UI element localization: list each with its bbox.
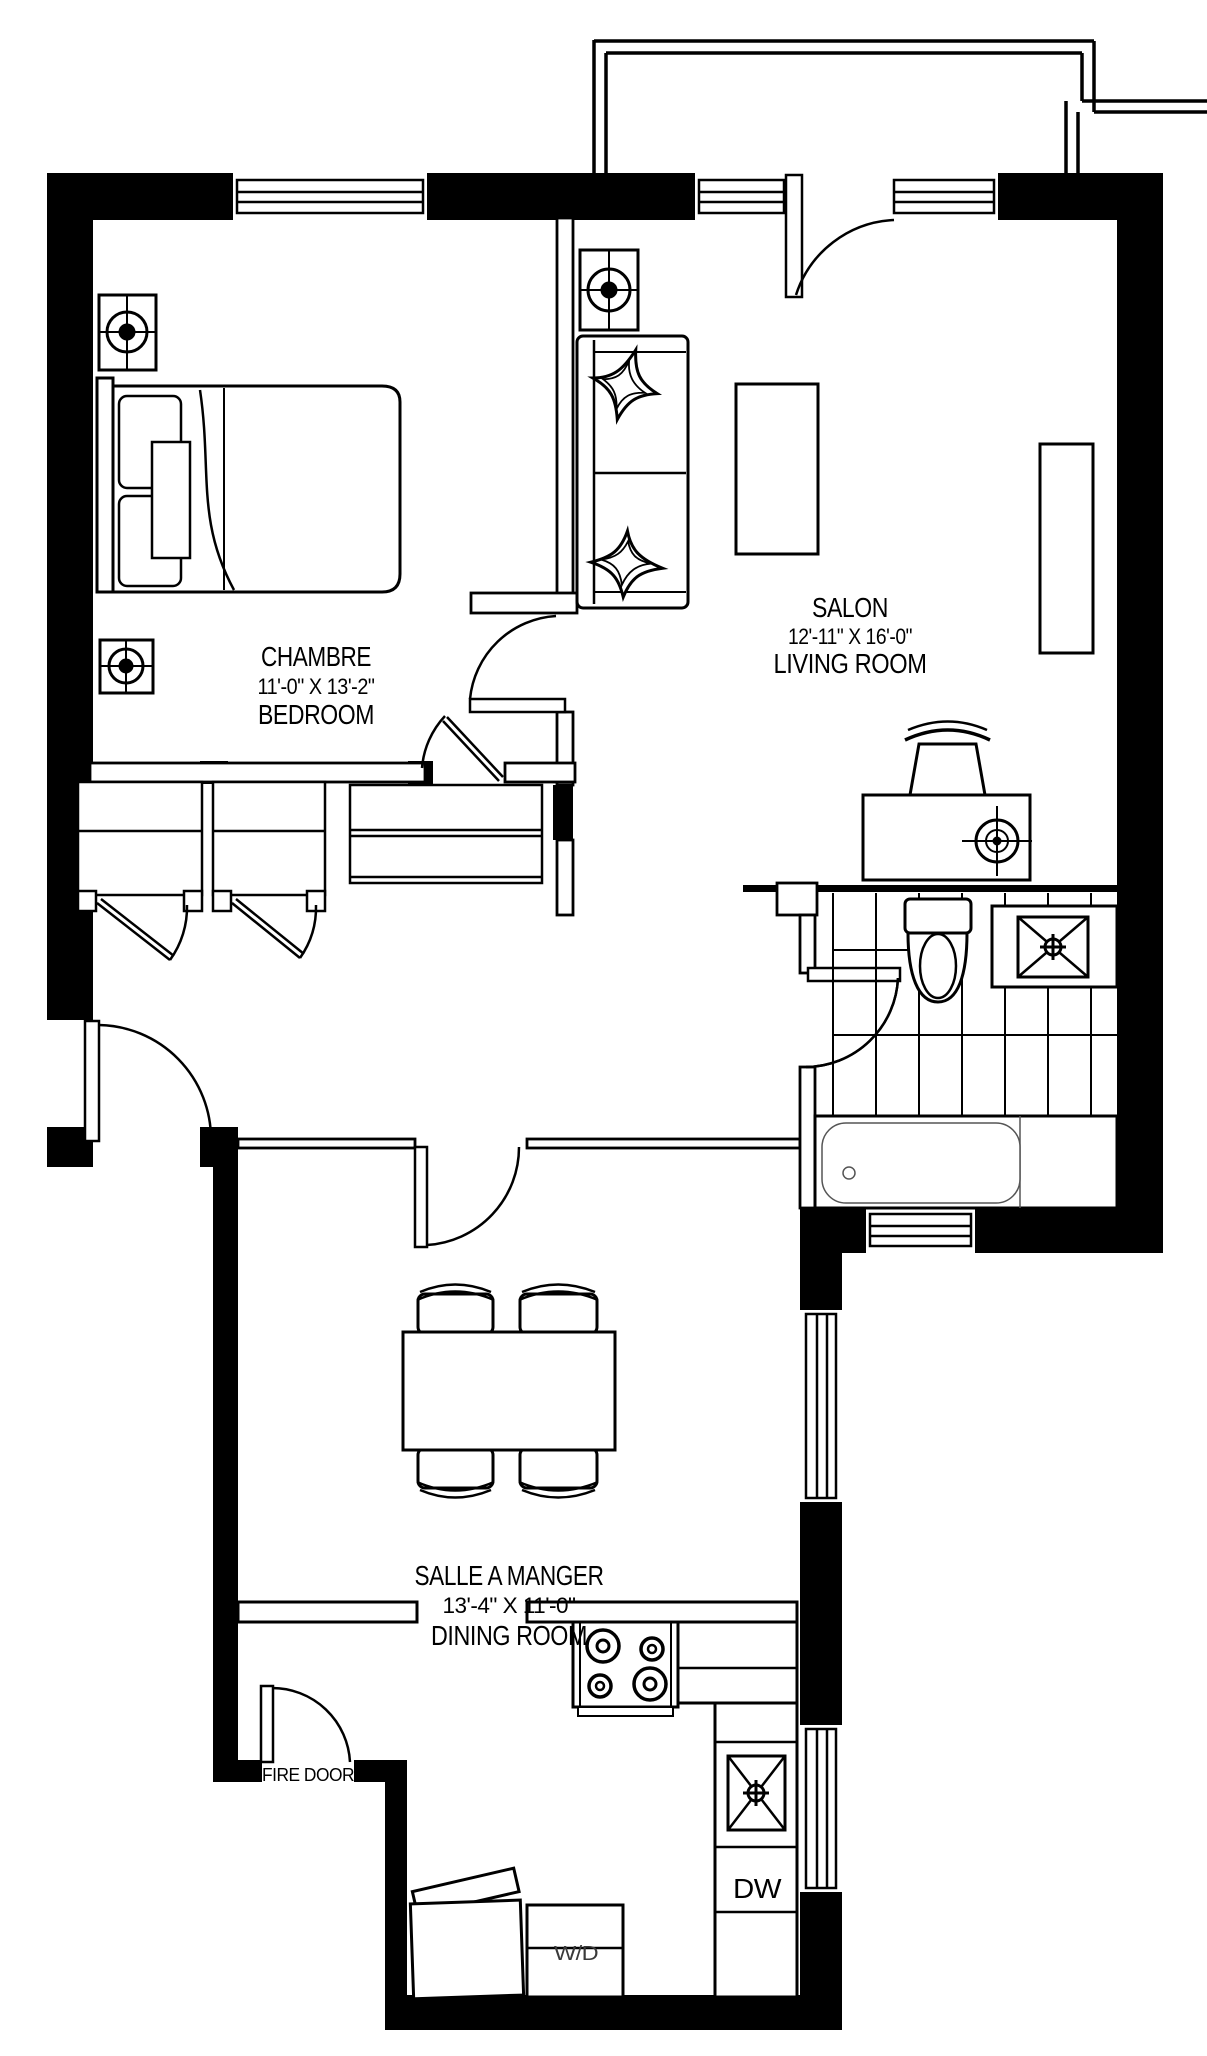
kitchen-side-window [806,1729,836,1888]
counter-right-run [715,1703,797,1997]
ceiling-fixture-3 [580,250,638,330]
fire-door-label: FIRE DOOR [262,1765,355,1785]
bedroom-south-wall [90,763,425,782]
living-window-1 [699,180,784,213]
bathroom-left-wall-upper [800,915,815,973]
bathtub [815,1116,1117,1208]
kitchen-sink [728,1756,785,1830]
stove [573,1622,678,1716]
bedroom-dimensions: 11'-0" X 13'-2" [257,674,375,699]
living-window-2 [894,180,994,213]
bed [97,378,400,592]
counter-right-of-stove [678,1622,797,1703]
vanity-sink [992,906,1117,987]
bedroom-name-fr: CHAMBRE [261,641,371,672]
living-name-en: LIVING ROOM [773,648,927,679]
closet-a [78,782,202,911]
dishwasher-label: DW [733,1873,783,1904]
washer-dryer-label: W/D [554,1943,599,1965]
dining-table [403,1332,615,1450]
closet-c [350,785,542,883]
dining-side-window [806,1314,836,1498]
dining-name-fr: SALLE A MANGER [414,1560,604,1591]
tv-cabinet [1040,444,1093,653]
living-dimensions: 12'-11" X 16'-0" [788,624,912,649]
bathroom-window [870,1214,971,1246]
ceiling-fixture-1 [99,295,156,370]
bathroom-step [777,883,817,915]
dining-name-en: DINING ROOM [431,1620,587,1651]
dining-north-wall-right [527,1139,800,1148]
bedroom-door-stub [471,593,577,613]
living-name-fr: SALON [812,592,888,623]
dining-dimensions: 13'-4" X 11'-0" [442,1593,576,1618]
bedroom-window [237,180,423,213]
dining-north-wall-left [238,1139,415,1148]
ceiling-fixture-2 [100,640,153,693]
desk [863,795,1032,880]
counter-left [238,1602,417,1622]
closet-b [213,782,325,911]
bedroom-living-divider [557,218,573,595]
bathroom-left-wall-lower [800,1067,815,1208]
coffee-table [736,384,818,554]
bedroom-name-en: BEDROOM [258,699,374,730]
washer-body [410,1900,523,1999]
